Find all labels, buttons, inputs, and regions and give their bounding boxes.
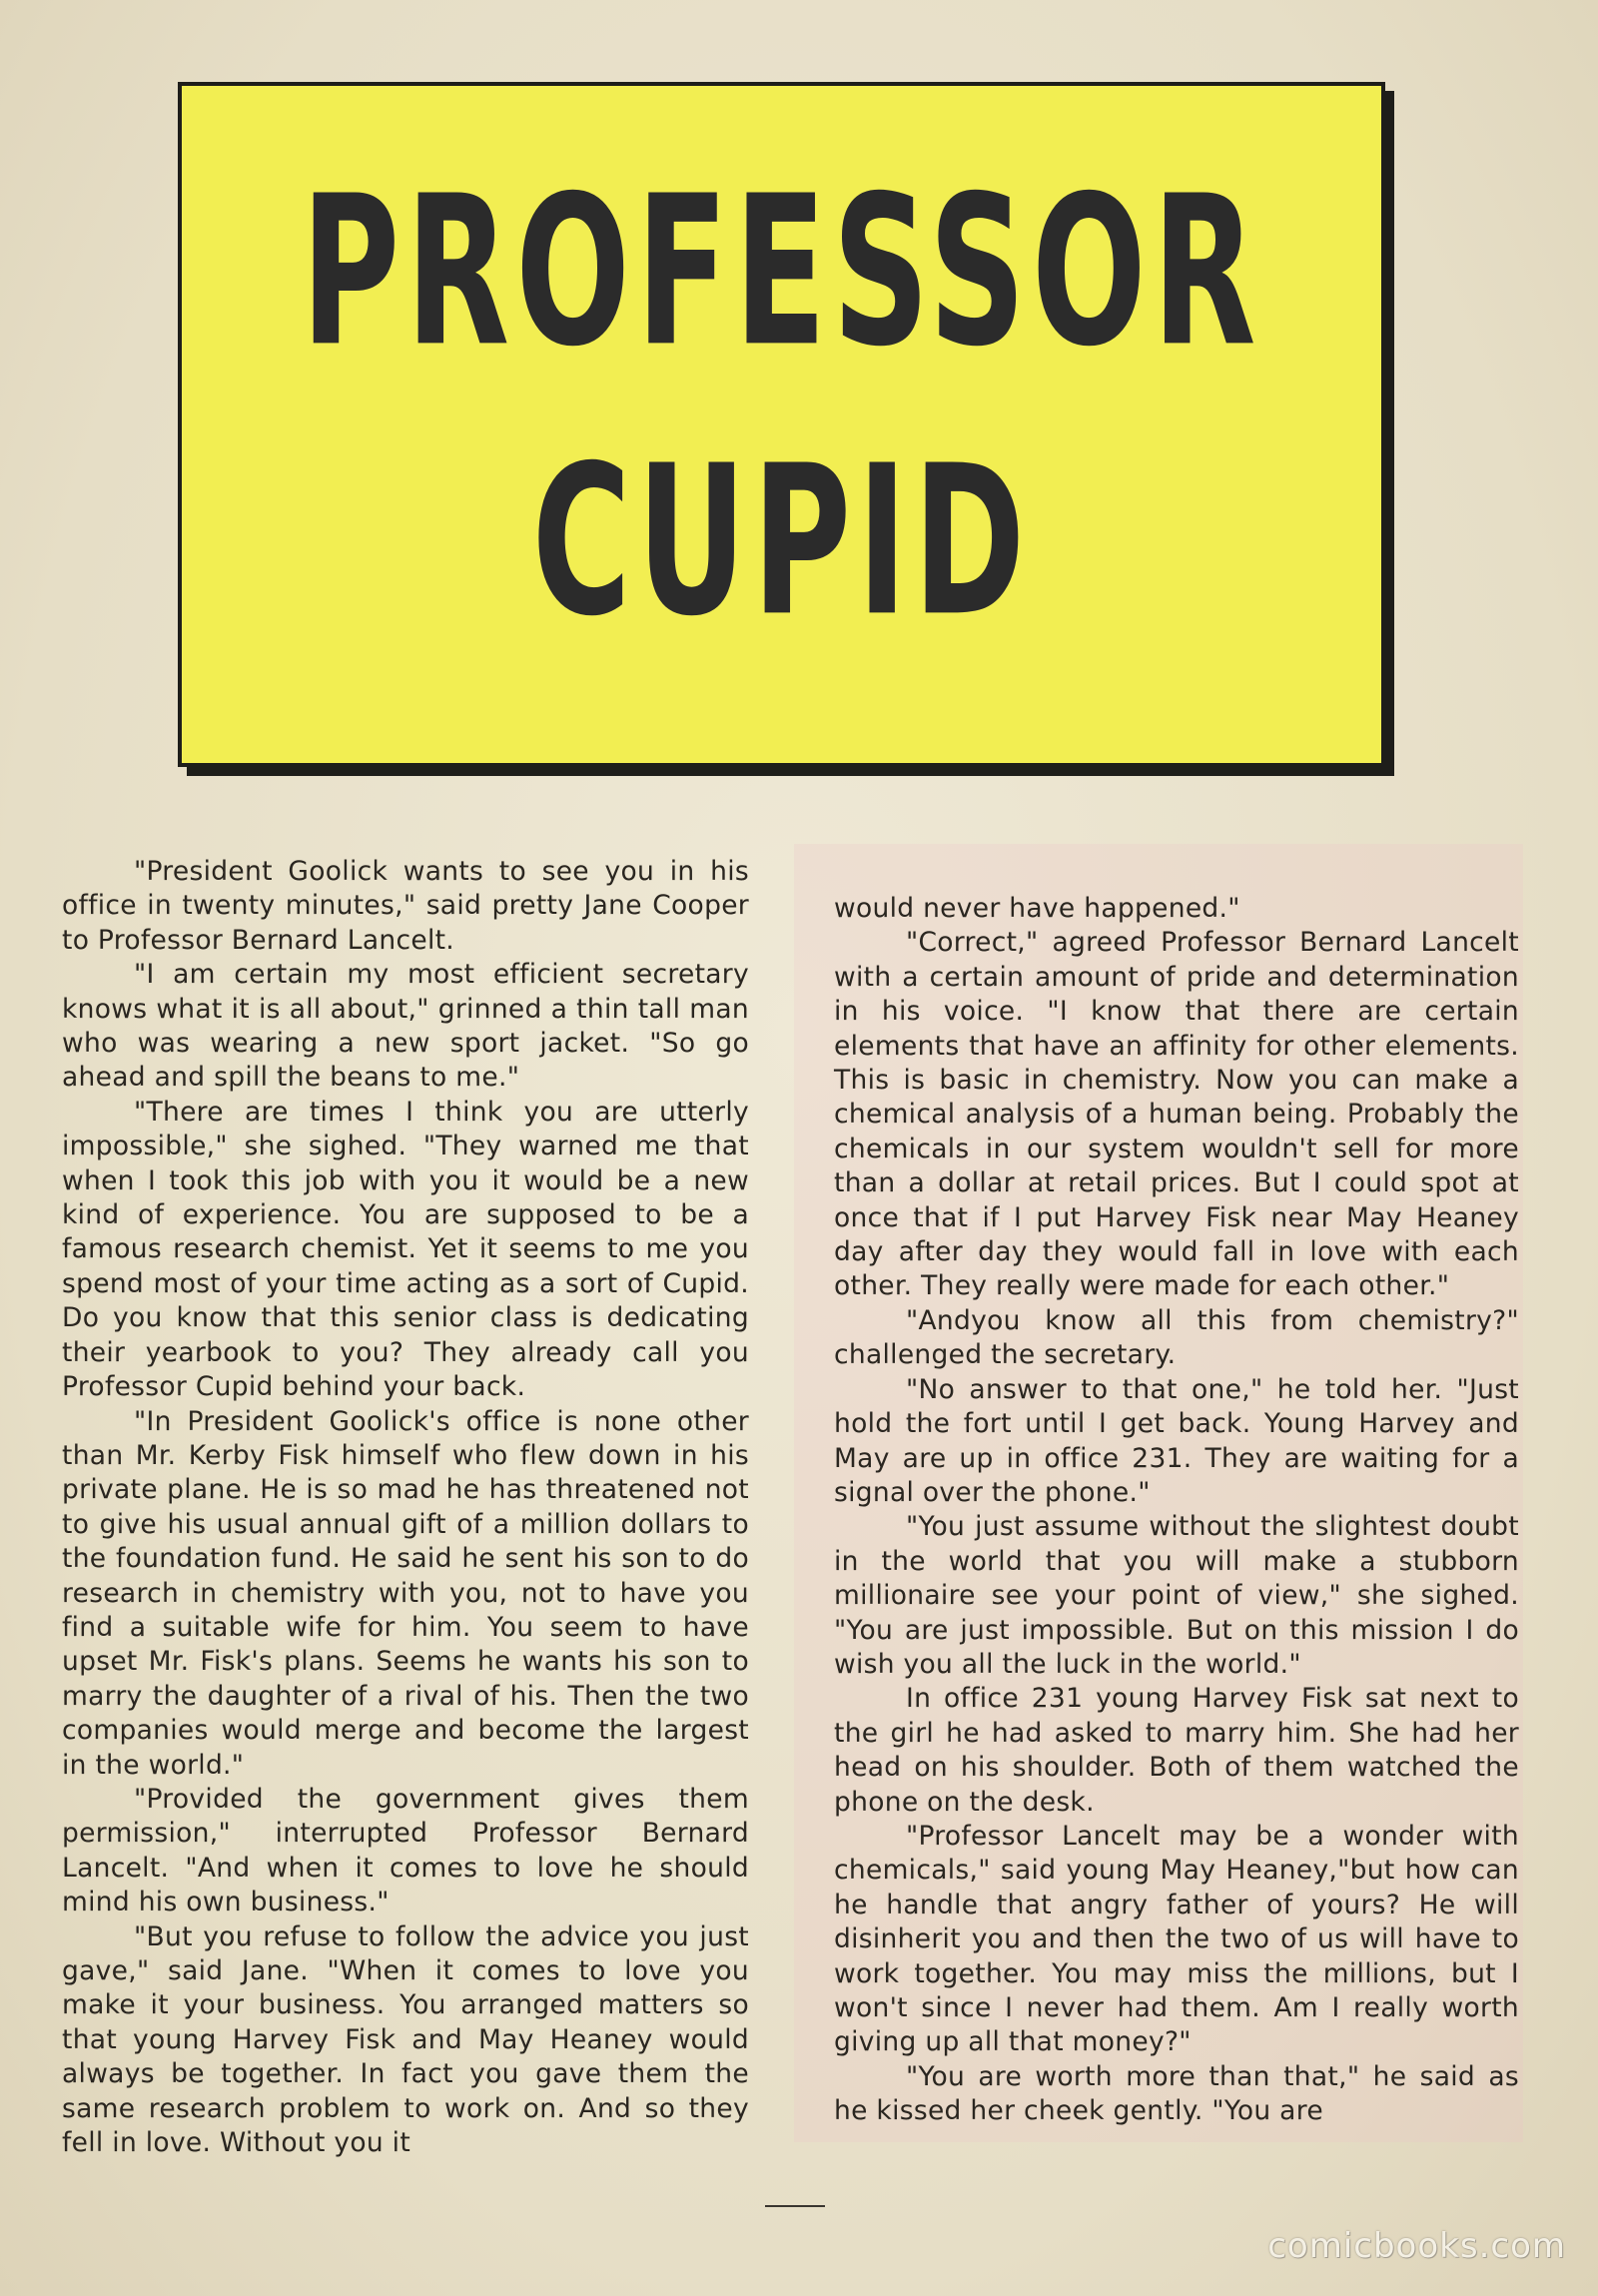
paragraph: "There are times I think you are utterly impossible," she sighed. "They warned me that when I took this job with you it would be a new kind of experience. You are supposed to be a famous research chemist. Yet it seems to me you spend most of your time acting as a sort of Cupid. Do you know that this senior class is dedicating their yearbook to you? They already call you Professor Cupid behind your back. [62,1096,749,1403]
paragraph: "No answer to that one," he told her. "Just hold the fort until I get back. Young Harvey and May are up in office 231. They are waiting for a signal over the phone." [834,1373,1519,1508]
paragraph: "You just assume without the slightest doubt in the world that you will make a stubborn millionaire see your point of view," she sighed. "You are just impossible. But on this mission I do wish you all the luck in the world." [834,1511,1519,1680]
paragraph: "Correct," agreed Professor Bernard Lancelt with a certain amount of pride and determination in his voice. "I know that there are certain elements that have an affinity for other elements. This is basic in chemistry. Now you can make a chemical analysis of a human being. Probably the chemicals in our system wouldn't sell for more than a dollar at retail prices. But I could spot at once that if I put Harvey Fisk near May Heaney day after day they would fall in love with each other. They really were made for each other." [834,927,1519,1302]
site-watermark: comicbooks.com [1267,2226,1566,2266]
story-column-left [62,855,749,2160]
paragraph: "Provided the government gives them permission," interrupted Professor Bernard Lancelt. "And when it comes to love he should mind his own business." [62,1783,749,1918]
title-line-1: PROFESSOR [301,152,1262,393]
story-column-right [834,892,1519,2129]
paragraph: In office 231 young Harvey Fisk sat next to the girl he had asked to marry him. She had her head on his shoulder. Both of them watched the phone on the desk. [834,1683,1519,1818]
title-line-2: CUPID [531,421,1032,663]
paragraph: "You are worth more than that," he said as he kissed her cheek gently. "You are [834,2060,1519,2127]
paragraph: would never have happened." [834,893,1240,924]
continuation-rule [765,2205,825,2207]
title-panel [178,82,1385,767]
paragraph: "Professor Lancelt may be a wonder with chemicals," said young May Heaney,"but how can he handle that angry father of yours? He will disinherit you and then the two of us will have to work together. You may miss the millions, but I won't since I never had them. Am I really worth giving up all that money?" [834,1820,1519,2058]
paragraph: "Andyou know all this from chemistry?" challenged the secretary. [834,1304,1519,1371]
paragraph: "But you refuse to follow the advice you just gave," said Jane. "When it comes to love you make it your business. You arranged matters so that young Harvey Fisk and May Heaney would always be together. In fact you gave them the same research problem to work on. And so they fell in love. Without you it [62,1920,749,2159]
paragraph: "In President Goolick's office is none other than Mr. Kerby Fisk himself who flew down in his private plane. He is so mad he has threatened not to give his usual annual gift of a million dollars to the foundation fund. He said he sent his son to do research in chemistry with you, not to have you find a suitable wife for him. You seem to have upset Mr. Fisk's plans. Seems he wants his son to marry the daughter of a rival of his. Then the two companies would merge and become the largest in the world." [62,1405,749,1781]
paragraph: "I am certain my most efficient secretary knows what it is all about," grinned a thin tall man who was wearing a new sport jacket. "So go ahead and spill the beans to me." [62,959,749,1094]
paragraph: "President Goolick wants to see you in his office in twenty minutes," said pretty Jane Cooper to Professor Bernard Lancelt. [62,856,749,956]
